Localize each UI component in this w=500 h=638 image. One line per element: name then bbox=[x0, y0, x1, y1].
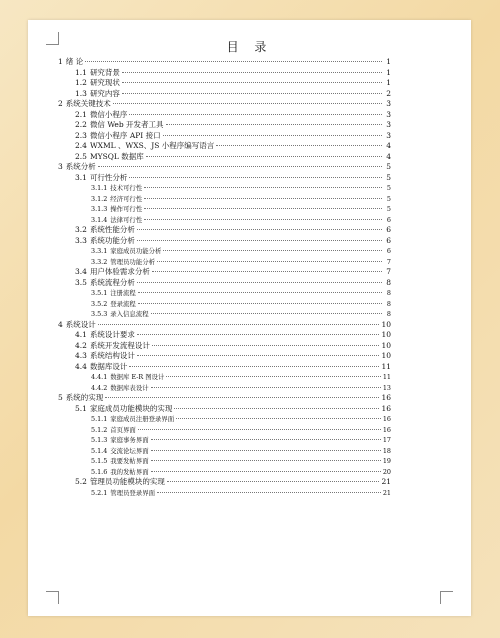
toc-entry-page-number: 3 bbox=[386, 99, 391, 108]
toc-entry-page-number: 5 bbox=[386, 162, 391, 171]
toc-entry-number: 3.1 bbox=[75, 172, 87, 182]
toc-entry[interactable] bbox=[58, 362, 391, 373]
dot-leader bbox=[166, 376, 380, 377]
toc-entry-title: 操作可行性 bbox=[110, 205, 143, 213]
toc-entry[interactable] bbox=[58, 488, 391, 499]
toc-entry[interactable] bbox=[58, 236, 391, 247]
document-page bbox=[28, 20, 471, 616]
toc-entry-page-number: 4 bbox=[386, 141, 391, 150]
toc-entry[interactable] bbox=[58, 467, 391, 478]
toc-entry-number: 3.5.2 bbox=[91, 299, 108, 308]
toc-entry-number: 3.5.1 bbox=[91, 289, 108, 297]
toc-entry-number: 1.2 bbox=[75, 78, 87, 87]
toc-entry-page-number: 5 bbox=[386, 194, 391, 203]
toc-entry[interactable] bbox=[58, 404, 391, 415]
toc-entry[interactable] bbox=[58, 173, 391, 184]
toc-entry-page-number: 7 bbox=[386, 267, 391, 276]
toc-entry-title: 系统设计 bbox=[65, 319, 96, 329]
toc-entry-page-number: 1 bbox=[386, 67, 391, 77]
toc-entry-title: 绪 论 bbox=[65, 57, 84, 66]
toc-entry[interactable] bbox=[58, 257, 391, 268]
dot-leader bbox=[216, 145, 382, 146]
toc-entry-page-number: 16 bbox=[381, 403, 391, 413]
toc-entry-page-number: 8 bbox=[386, 277, 391, 287]
toc-entry-page-number: 1 bbox=[386, 57, 391, 66]
dot-leader bbox=[157, 261, 382, 262]
dot-leader bbox=[151, 450, 381, 451]
toc-entry[interactable] bbox=[58, 215, 391, 226]
toc-entry[interactable] bbox=[58, 425, 391, 436]
dot-leader bbox=[151, 460, 381, 461]
toc-entry-title: 法律可行性 bbox=[110, 215, 143, 224]
toc-entry-number: 5.1.2 bbox=[91, 425, 108, 434]
toc-entry-number: 5.1.4 bbox=[91, 446, 108, 455]
toc-entry-title: 系统流程分析 bbox=[89, 277, 135, 287]
toc-entry-title: 系统开发流程设计 bbox=[89, 340, 150, 350]
toc-entry-page-number: 3 bbox=[386, 130, 391, 140]
toc-entry[interactable] bbox=[58, 89, 391, 100]
toc-entry-number: 4.4.2 bbox=[91, 383, 108, 392]
toc-entry-title: 用户体验需求分析 bbox=[89, 267, 150, 276]
dot-leader bbox=[113, 103, 382, 104]
toc-entry-page-number: 2 bbox=[386, 88, 391, 98]
toc-entry-page-number: 6 bbox=[386, 215, 391, 224]
toc-entry-number: 3.1.3 bbox=[91, 205, 108, 213]
toc-entry[interactable] bbox=[58, 204, 391, 215]
toc-entry-number: 5.1.1 bbox=[91, 415, 108, 423]
toc-entry-title: 注册流程 bbox=[110, 289, 136, 297]
toc-entry-number: 3.3 bbox=[75, 235, 87, 245]
toc-entry-page-number: 6 bbox=[386, 247, 391, 255]
toc-entry-title: 登录流程 bbox=[110, 299, 136, 308]
dot-leader bbox=[151, 313, 382, 314]
toc-entry-number: 2.1 bbox=[75, 109, 87, 119]
toc-entry-page-number: 10 bbox=[381, 330, 391, 339]
toc-entry-page-number: 10 bbox=[381, 340, 391, 350]
toc-entry-title: 系统功能分析 bbox=[89, 235, 135, 245]
toc-entry[interactable] bbox=[58, 341, 391, 352]
toc-entry-number: 4.4 bbox=[75, 361, 87, 371]
toc-entry[interactable] bbox=[58, 299, 391, 310]
toc-entry-title: 录入信息流程 bbox=[110, 310, 149, 318]
toc-entry-page-number: 8 bbox=[386, 310, 391, 318]
toc-entry[interactable] bbox=[58, 141, 391, 152]
toc-entry-page-number: 10 bbox=[381, 351, 391, 360]
toc-entry-title: 系统分析 bbox=[65, 162, 96, 171]
toc-entry[interactable] bbox=[58, 78, 391, 89]
toc-entry-title: 可行性分析 bbox=[89, 172, 128, 182]
dot-leader bbox=[176, 418, 381, 419]
dot-leader bbox=[166, 124, 382, 125]
toc-entry[interactable] bbox=[58, 446, 391, 457]
toc-entry-title: 管理员登录界面 bbox=[110, 488, 155, 497]
toc-entry[interactable] bbox=[58, 320, 391, 331]
toc-entry[interactable] bbox=[58, 477, 391, 488]
dot-leader bbox=[151, 439, 381, 440]
toc-entry[interactable] bbox=[58, 435, 391, 446]
toc-entry-number: 1.3 bbox=[75, 88, 87, 98]
toc-entry-title: 家庭成员注册登录界面 bbox=[110, 415, 175, 423]
toc-entry[interactable] bbox=[58, 330, 391, 341]
dot-leader bbox=[152, 345, 380, 346]
toc-entry-number: 3.1.4 bbox=[91, 215, 108, 224]
toc-entry-number: 4 bbox=[58, 319, 63, 329]
toc-entry[interactable] bbox=[58, 309, 391, 320]
toc-entry-title: 系统的实现 bbox=[65, 393, 104, 402]
toc-entry-title: 微信 Web 开发者工具 bbox=[89, 120, 164, 129]
dot-leader bbox=[163, 250, 382, 251]
crop-mark-bottom-left bbox=[46, 591, 59, 604]
toc-entry-page-number: 7 bbox=[386, 257, 391, 266]
toc-entry-title: 数据库 E-R 图设计 bbox=[110, 373, 165, 381]
toc-entry[interactable] bbox=[58, 246, 391, 257]
toc-entry-number: 3.4 bbox=[75, 267, 87, 276]
toc-entry-page-number: 18 bbox=[382, 446, 391, 455]
toc-entry-title: 系统结构设计 bbox=[89, 351, 135, 360]
dot-leader bbox=[137, 229, 382, 230]
toc-entry-title: 数据库表设计 bbox=[110, 383, 149, 392]
toc-entry-page-number: 16 bbox=[382, 415, 391, 423]
toc-entry-number: 2.3 bbox=[75, 130, 87, 140]
toc-entry[interactable] bbox=[58, 414, 391, 425]
toc-entry-title: 家庭成员功能分析 bbox=[110, 247, 162, 255]
dot-leader bbox=[105, 397, 379, 398]
toc-entry-number: 3.2 bbox=[75, 225, 87, 234]
toc-entry-title: 首页界面 bbox=[110, 425, 136, 434]
toc-entry-page-number: 1 bbox=[386, 78, 391, 87]
toc-entry[interactable] bbox=[58, 194, 391, 205]
toc-entry-title: MYSQL 数据库 bbox=[89, 151, 144, 161]
toc-entry-title: WXML 、WXS、JS 小程序编写语言 bbox=[89, 141, 215, 150]
toc-entry[interactable] bbox=[58, 278, 391, 289]
toc-entry-page-number: 21 bbox=[382, 488, 391, 497]
dot-leader bbox=[122, 72, 382, 73]
toc-entry-title: 系统设计要求 bbox=[89, 330, 135, 339]
toc-entry-page-number: 6 bbox=[386, 235, 391, 245]
toc-entry-title: 我要发帖界面 bbox=[110, 457, 149, 465]
toc-entry[interactable] bbox=[58, 183, 391, 194]
dot-leader bbox=[138, 429, 381, 430]
dot-leader bbox=[122, 82, 382, 83]
dot-leader bbox=[144, 208, 382, 209]
toc-entry[interactable] bbox=[58, 99, 391, 110]
dot-leader bbox=[137, 334, 380, 335]
toc-entry-title: 微信小程序 bbox=[89, 109, 128, 119]
toc-entry-number: 5.1 bbox=[75, 403, 87, 413]
toc-entry[interactable] bbox=[58, 110, 391, 121]
toc-entry-page-number: 20 bbox=[382, 467, 391, 476]
toc-entry-page-number: 6 bbox=[386, 225, 391, 234]
toc-entry-number: 4.4.1 bbox=[91, 373, 108, 381]
toc-entry[interactable] bbox=[58, 393, 391, 404]
toc-entry-number: 3.1.1 bbox=[91, 184, 108, 192]
toc-entry-number: 2.2 bbox=[75, 120, 87, 129]
toc-entry-title: 微信小程序 API 接口 bbox=[89, 130, 161, 140]
toc-entry-page-number: 16 bbox=[381, 393, 391, 402]
dot-leader bbox=[137, 240, 382, 241]
toc-entry-number: 5 bbox=[58, 393, 63, 402]
toc-entry-title: 交流论坛界面 bbox=[110, 446, 149, 455]
toc-entry-page-number: 3 bbox=[386, 120, 391, 129]
dot-leader bbox=[138, 292, 382, 293]
toc-entry-page-number: 5 bbox=[386, 172, 391, 182]
dot-leader bbox=[129, 366, 379, 367]
dot-leader bbox=[144, 198, 382, 199]
toc-entry-title: 管理员功能模块的实现 bbox=[89, 477, 165, 486]
toc-entry-title: 系统关键技术 bbox=[65, 99, 111, 108]
toc-entry[interactable] bbox=[58, 57, 391, 68]
dot-leader bbox=[157, 492, 381, 493]
toc-entry-title: 技术可行性 bbox=[110, 184, 143, 192]
toc-entry[interactable] bbox=[58, 456, 391, 467]
toc-entry-number: 5.1.6 bbox=[91, 467, 108, 476]
dot-leader bbox=[152, 271, 382, 272]
dot-leader bbox=[144, 219, 382, 220]
dot-leader bbox=[137, 355, 380, 356]
toc-entry-page-number: 10 bbox=[381, 319, 391, 329]
toc-entry-page-number: 8 bbox=[386, 289, 391, 297]
dot-leader bbox=[122, 93, 382, 94]
toc-entry-title: 研究背景 bbox=[89, 67, 120, 77]
toc-entry-title: 家庭成员功能模块的实现 bbox=[89, 403, 173, 413]
toc-entry[interactable] bbox=[58, 383, 391, 394]
toc-entry[interactable] bbox=[58, 267, 391, 278]
toc-entry-title: 研究现状 bbox=[89, 78, 120, 87]
dot-leader bbox=[144, 187, 382, 188]
toc-entry[interactable] bbox=[58, 131, 391, 142]
toc-entry-number: 5.1.5 bbox=[91, 457, 108, 465]
toc-entry-number: 2.4 bbox=[75, 141, 87, 150]
toc-entry-page-number: 8 bbox=[386, 299, 391, 308]
toc-entry-page-number: 11 bbox=[381, 361, 391, 371]
crop-mark-bottom-right bbox=[440, 591, 453, 604]
toc-entry-number: 4.3 bbox=[75, 351, 87, 360]
dot-leader bbox=[174, 408, 379, 409]
toc-entry-page-number: 5 bbox=[386, 205, 391, 213]
toc-entry-number: 3.5.3 bbox=[91, 310, 108, 318]
toc-entry-page-number: 19 bbox=[382, 457, 391, 465]
toc-entry[interactable] bbox=[58, 288, 391, 299]
toc-entry-number: 3.3.1 bbox=[91, 247, 108, 255]
toc-entry-page-number: 21 bbox=[381, 477, 391, 486]
dot-leader bbox=[129, 114, 382, 115]
toc-entry-page-number: 17 bbox=[382, 436, 391, 444]
dot-leader bbox=[98, 166, 382, 167]
toc-entry-page-number: 13 bbox=[382, 383, 391, 392]
toc-entry[interactable] bbox=[58, 162, 391, 173]
dot-leader bbox=[151, 387, 381, 388]
dot-leader bbox=[146, 156, 382, 157]
toc-title: 目 录 bbox=[226, 40, 273, 54]
dot-leader bbox=[167, 481, 380, 482]
toc-entry[interactable] bbox=[58, 225, 391, 236]
toc-entry-title: 家庭事务界面 bbox=[110, 436, 149, 444]
toc-entry-page-number: 11 bbox=[382, 373, 391, 381]
dot-leader bbox=[151, 471, 381, 472]
toc-entry-title: 经济可行性 bbox=[110, 194, 143, 203]
toc-entry-title: 系统性能分析 bbox=[89, 225, 135, 234]
toc-entry-number: 1 bbox=[58, 57, 63, 66]
toc-entry-number: 4.2 bbox=[75, 340, 87, 350]
toc-entry-number: 1.1 bbox=[75, 67, 87, 77]
toc-entry[interactable] bbox=[58, 68, 391, 79]
toc-entry-number: 2.5 bbox=[75, 151, 87, 161]
dot-leader bbox=[98, 324, 380, 325]
toc-entry-number: 5.2.1 bbox=[91, 488, 108, 497]
toc-entry-page-number: 16 bbox=[382, 425, 391, 434]
toc-entry-number: 3.1.2 bbox=[91, 194, 108, 203]
toc-entry[interactable] bbox=[58, 120, 391, 131]
toc-entry-number: 4.1 bbox=[75, 330, 87, 339]
toc-entry[interactable] bbox=[58, 372, 391, 383]
toc-entry-number: 3 bbox=[58, 162, 63, 171]
toc-entry-number: 5.1.3 bbox=[91, 436, 108, 444]
toc-entry-title: 管理员功能分析 bbox=[110, 257, 155, 266]
dot-leader bbox=[129, 177, 382, 178]
toc-entry-number: 3.5 bbox=[75, 277, 87, 287]
toc-entry-title: 数据库设计 bbox=[89, 361, 128, 371]
toc-entry-page-number: 4 bbox=[386, 151, 391, 161]
dot-leader bbox=[163, 135, 382, 136]
toc-entry-title: 我的发帖界面 bbox=[110, 467, 149, 476]
dot-leader bbox=[138, 303, 382, 304]
dot-leader bbox=[85, 61, 382, 62]
toc-entry-page-number: 3 bbox=[386, 109, 391, 119]
toc-entry[interactable] bbox=[58, 152, 391, 163]
toc-entry[interactable] bbox=[58, 351, 391, 362]
table-of-contents bbox=[58, 57, 391, 498]
toc-entry-number: 2 bbox=[58, 99, 63, 108]
toc-entry-title: 研究内容 bbox=[89, 88, 120, 98]
toc-entry-number: 5.2 bbox=[75, 477, 87, 486]
toc-entry-page-number: 5 bbox=[386, 184, 391, 192]
dot-leader bbox=[137, 282, 382, 283]
toc-entry-number: 3.3.2 bbox=[91, 257, 108, 266]
